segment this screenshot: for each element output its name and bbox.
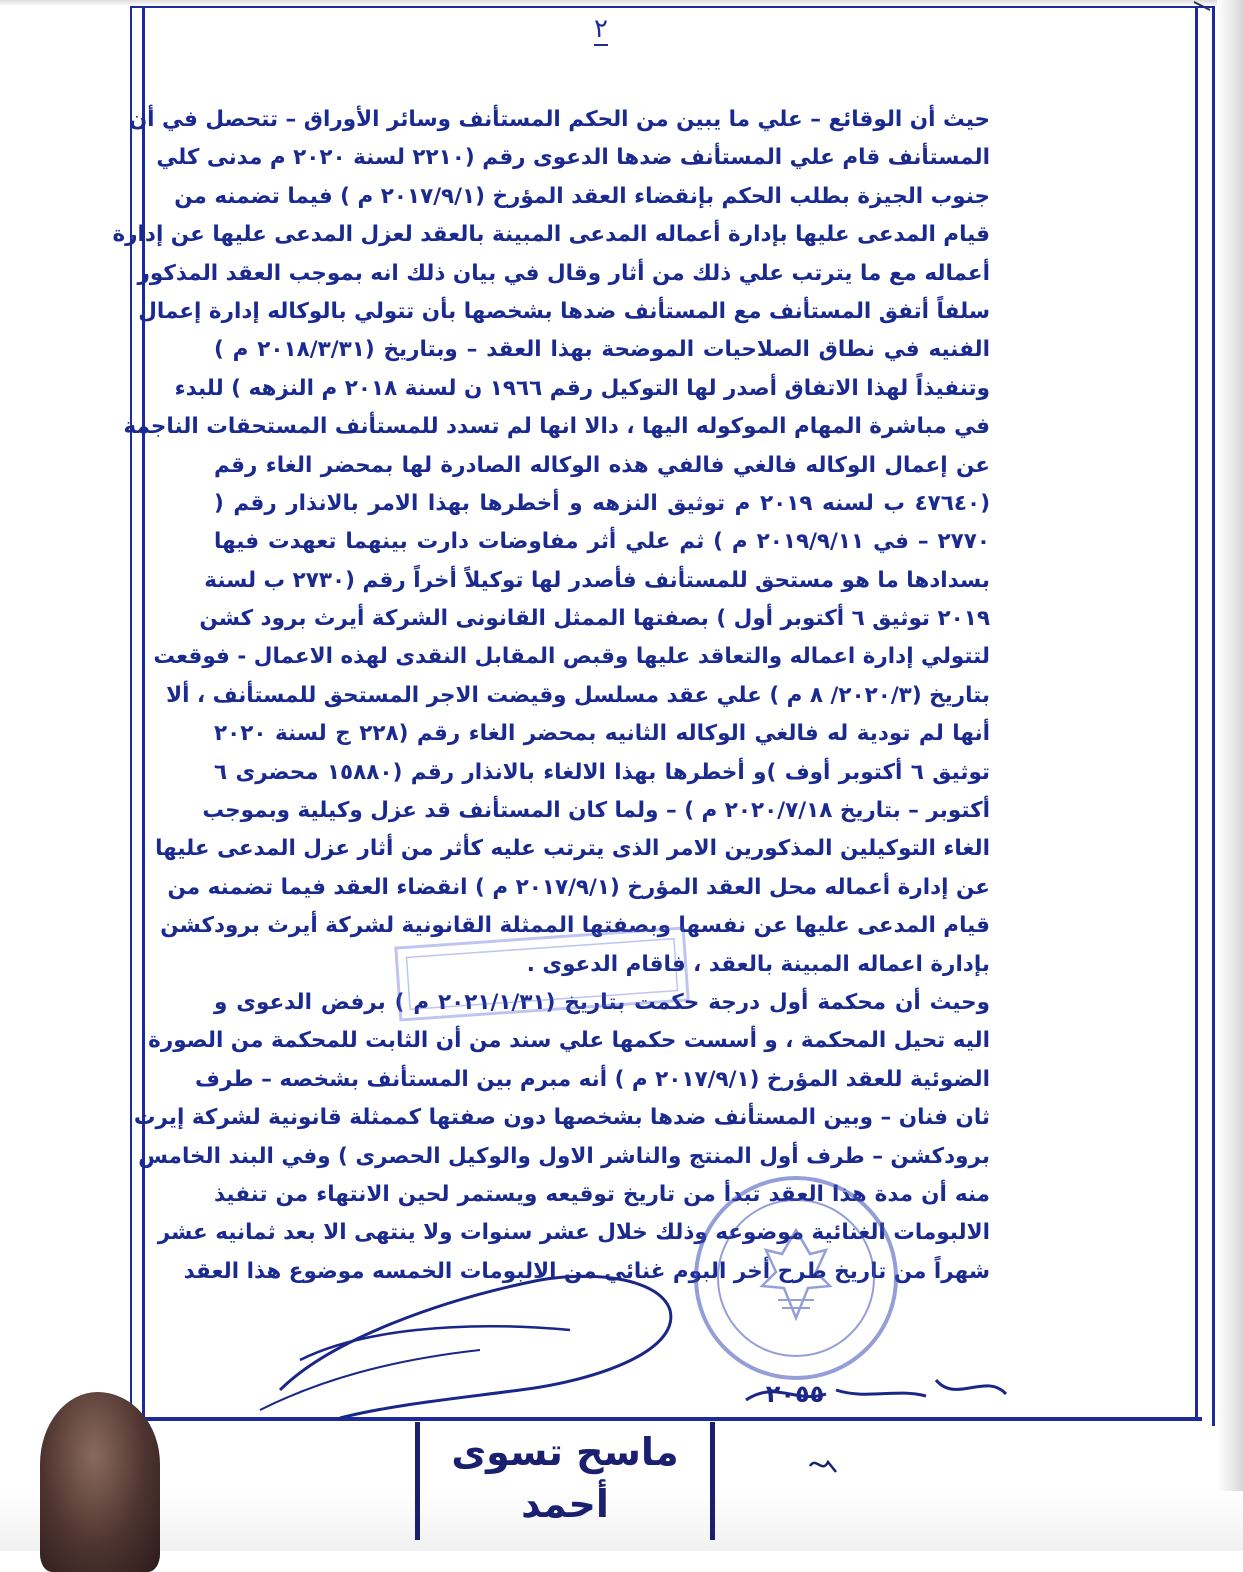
text-line: أعماله مع ما يترتب علي ذلك من أثار وقال في بيان ذلك انه بموجب العقد المذكور bbox=[137, 260, 990, 286]
official-seal bbox=[686, 1168, 906, 1388]
text-line: وتنفيذاً لهذا الاتفاق أصدر لها التوكيل رقم ١٩٦٦ ن لسنة ٢٠١٨ م النزهه ) للبدء bbox=[174, 375, 990, 401]
text-line: الالبومات الغنائية موضوعه وذلك خلال عشر سنوات ولا ينتهى الا بعد ثمانيه عشر bbox=[157, 1220, 990, 1246]
finger-photo-artifact bbox=[40, 1392, 160, 1572]
text-line: الغاء التوكيلين المذكورين الامر الذى يترتب عليه كأثر من أثار عزل المدعى عليها bbox=[155, 836, 990, 862]
body-paragraph bbox=[112, 101, 991, 1291]
text-line: ٢٠١٩ توثيق ٦ أكتوبر أول ) بصفتها الممثل القانونى الشركة أيرث برود كشن bbox=[199, 606, 990, 632]
text-line: سلفاً أتفق المستأنف مع المستأنف ضدها بشخصها بأن تتولي بالوكاله إدارة إعمال bbox=[138, 298, 990, 324]
text-line: أنها لم تودية له فالغي الوكاله الثانيه بمحضر الغاء رقم (٢٢٨ ج لسنة ٢٠٢٠ bbox=[214, 721, 991, 747]
text-line: توثيق ٦ أكتوبر أوف )و أخطرها بهذا الالغاء بالانذار رقم (١٥٨٨٠ محضرى ٦ bbox=[214, 759, 991, 785]
text-line: منه أن مدة هذا العقد تبدأ من تاريخ توقيعه ويستمر لحين الانتهاء من تنفيذ bbox=[214, 1181, 990, 1207]
text-line: الفنيه في نطاق الصلاحيات الموضحة بهذا العقد – وبتاريخ (٢٠١٨/٣/٣١ م ) bbox=[214, 337, 990, 363]
text-line: عن إدارة أعماله محل العقد المؤرخ (٢٠١٧/٩/١ م ) انقضاء العقد فيما تضمنه من bbox=[167, 874, 990, 900]
text-line: جنوب الجيزة بطلب الحكم بإنقضاء العقد المؤرخ (٢٠١٧/٩/١ م ) فيما تضمنه من bbox=[174, 183, 990, 209]
text-line: بسدادها ما هو مستحق للمستأنف فأصدر لها توكيلاً أخراً رقم (٢٧٣٠ ب لسنة bbox=[204, 567, 990, 593]
text-line: قيام المدعى عليها عن نفسها وبصفتها الممثلة القانونية لشركة أيرث برودكشن bbox=[160, 913, 990, 939]
text-line: المستأنف قام علي المستأنف ضدها الدعوى رقم (٢٢١٠ لسنة ٢٠٢٠ م مدنى كلي bbox=[156, 145, 990, 171]
photo-edge-right bbox=[1217, 0, 1243, 1551]
text-line: شهراً من تاريخ طرح أخر البوم غنائي من الالبومات الخمسه موضوع هذا العقد bbox=[183, 1258, 990, 1284]
text-line: حيث أن الوقائع – علي ما يبين من الحكم المستأنف وسائر الأوراق – تتحصل في أن bbox=[128, 107, 990, 132]
text-line: لتتولي إدارة اعماله والتعاقد عليها وقبص المقابل النقدى لهذه الاعمال - فوقعت bbox=[153, 644, 990, 670]
initial-mark bbox=[806, 1446, 842, 1482]
text-line: بتاريخ (٢٠٢٠/٣/ ٨ م ) علي عقد مسلسل وقيضت الاجر المستحق للمستأنف ، ألا bbox=[166, 682, 990, 708]
text-line: اليه تحيل المحكمة ، و أسست حكمها علي سند من أن الثابت للمحكمة من الصورة bbox=[148, 1028, 990, 1054]
text-line: ثان فنان – وبين المستأنف ضدها بشخصها دون صفتها كممثلة قانونية لشركة إيرث bbox=[133, 1105, 990, 1131]
page-frame-right bbox=[1195, 8, 1198, 1420]
stamp-line-2: أحمد bbox=[521, 1482, 609, 1526]
text-line: بإدارة اعماله المبينة بالعقد ، فاقام الدعوى . bbox=[526, 951, 990, 977]
text-line: برودكشن – طرف أول المنتج والناشر الاول والوكيل الحصرى ) وفي البند الخامس bbox=[138, 1143, 990, 1169]
page-number-underline bbox=[594, 44, 608, 46]
text-line: قيام المدعى عليها بإدارة أعماله المدعى المبينة بالعقد لعزل المدعى عليها عن إدارة bbox=[112, 222, 990, 248]
text-line: (٤٧٦٤٠ ب لسنه ٢٠١٩ م توثيق النزهه و أخطرها بهذا الامر بالانذار رقم ( bbox=[214, 490, 991, 516]
page-number: ٢ bbox=[594, 14, 608, 44]
handwritten-number: ٢٠٥٥ bbox=[765, 1380, 825, 1408]
text-line: أكتوبر – بتاريخ ٢٠٢٠/٧/١٨ م ) – ولما كان المستأنف قد عزل وكيلية وبموجب bbox=[202, 798, 990, 824]
text-line: عن إعمال الوكاله فالغي فالفي هذه الوكاله الصادرة لها بمحضر الغاء رقم bbox=[214, 452, 990, 478]
name-stamp bbox=[415, 1422, 715, 1540]
text-line: الضوئية للعقد المؤرخ (٢٠١٧/٩/١ م ) أنه مبرم بين المستأنف بشخصه – طرف bbox=[195, 1066, 990, 1092]
signature-scribble bbox=[240, 1240, 690, 1430]
text-line: في مباشرة المهام الموكوله اليها ، دالا انها لم تسدد للمستأنف المستحقات الناجمة bbox=[123, 414, 990, 440]
stamp-line-1: ماسح تسوى bbox=[451, 1430, 679, 1474]
rectangular-stamp bbox=[392, 932, 692, 1016]
text-line: ٢٧٧٠ – في ٢٠١٩/٩/١١ م ) ثم علي أثر مفاوضات دارت بينهما تعهدت فيها bbox=[214, 529, 990, 555]
text-line: وحيث أن محكمة أول درجة حكمت بتاريخ (٢٠٢١/١/٣١ م ) برفض الدعوى و bbox=[214, 989, 990, 1015]
